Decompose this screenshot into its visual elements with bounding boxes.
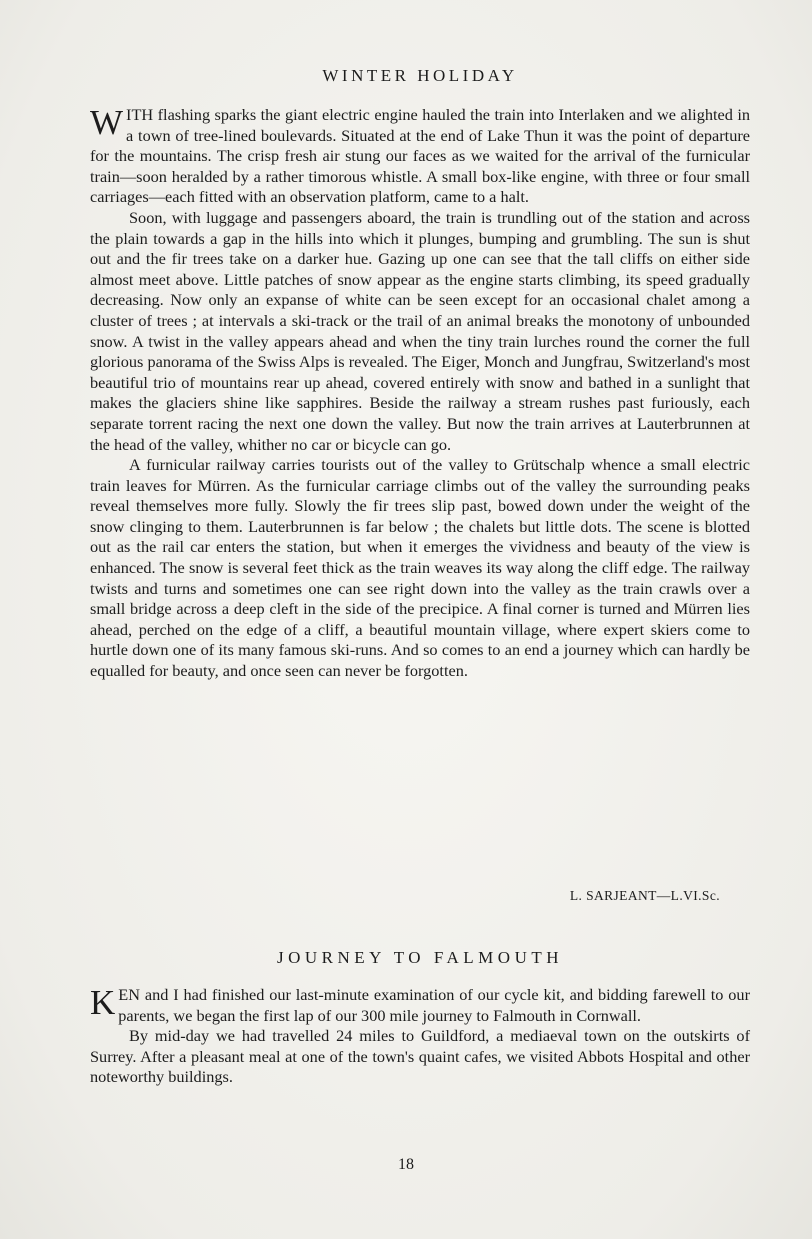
article-body-winter-holiday — [90, 105, 750, 682]
paragraph-2: By mid-day we had travelled 24 miles to Guildford, a mediaeval town on the outskirts of Surrey. After a pleasant meal at one of the town's quaint cafes, we visited Abbots Hospital and other noteworthy buildings. — [90, 1026, 750, 1087]
author-signature: L. SARJEANT—L.VI.Sc. — [569, 888, 720, 903]
paragraph-text: EN and I had finished our last-minute examination of our cycle kit, and bidding farewell to our parents, we began the first lap of our 300 mile journey to Falmouth in Cornwall. — [118, 985, 750, 1025]
paragraph-3: A furnicular railway carries tourists out of the valley to Grütschalp whence a small electric train leaves for Mürren. As the furnicular carriage climbs out of the valley the surrounding peaks reveal themselves more fully. Slowly the fir trees slip past, bowed down under the weight of the snow clinging to them. Lauterbrunnen is far below ; the chalets but little dots. The scene is blotted out as the rail car enters the station, but when it emerges the vividness and beauty of the view is enhanced. The snow is several feet thick as the train weaves its way along the cliff edge. The railway twists and turns and sometimes one can see right down into the valley as the train crawls over a small bridge across a deep cleft in the side of the precipice. A final corner is turned and Mürren lies ahead, perched on the edge of a cliff, a beautiful mountain village, where expert skiers come to hurtle down one of its many famous ski-runs. And so comes to an end a journey which can hardly be equalled for beauty, and once seen can never be forgotten. — [90, 455, 750, 681]
page-number: 18 — [398, 1156, 414, 1173]
article-title-winter-holiday: WINTER HOLIDAY — [322, 66, 518, 85]
drop-cap: K — [90, 983, 116, 1022]
paragraph-1 — [90, 985, 750, 1026]
article-body-journey-to-falmouth — [90, 985, 750, 1088]
paragraph-text: ITH flashing sparks the giant electric engine hauled the train into Interlaken and we alighted in a town of tree-lined boulevards. Situated at the end of Lake Thun it was the point of departure for the mountains. The crisp fresh air stung our faces as we waited for the arrival of the furnicular train—soon heralded by a rather timorous whistle. A small box-like engine, with three or four small carriages—each fitted with an observation platform, came to a halt. — [90, 105, 750, 207]
article-title-journey-to-falmouth: JOURNEY TO FALMOUTH — [276, 948, 564, 967]
drop-cap: W — [90, 103, 124, 142]
paragraph-2: Soon, with luggage and passengers aboard, the train is trundling out of the station and across the plain towards a gap in the hills into which it plunges, bumping and grumbling. The sun is shut out and the fir trees take on a darker hue. Gazing up one can see that the tall cliffs on either side almost meet above. Little patches of snow appear as the engine starts climbing, its speed gradually decreasing. Now only an expanse of white can be seen except for an occasional chalet among a cluster of trees ; at intervals a ski-track or the trail of an animal breaks the monotony of unbounded snow. A twist in the valley appears ahead and when the tiny train lurches round the corner the full glorious panorama of the Swiss Alps is revealed. The Eiger, Monch and Jungfrau, Switzerland's most beautiful trio of mountains rear up ahead, covered entirely with snow and bathed in a sunlight that makes the glaciers shine like sapphires. Beside the railway a stream rushes past furiously, each separate torrent racing the next one down the valley. But now the train arrives at Lauterbrunnen at the head of the valley, whither no car or bicycle can go. — [90, 207, 750, 454]
paragraph-1 — [90, 105, 750, 208]
